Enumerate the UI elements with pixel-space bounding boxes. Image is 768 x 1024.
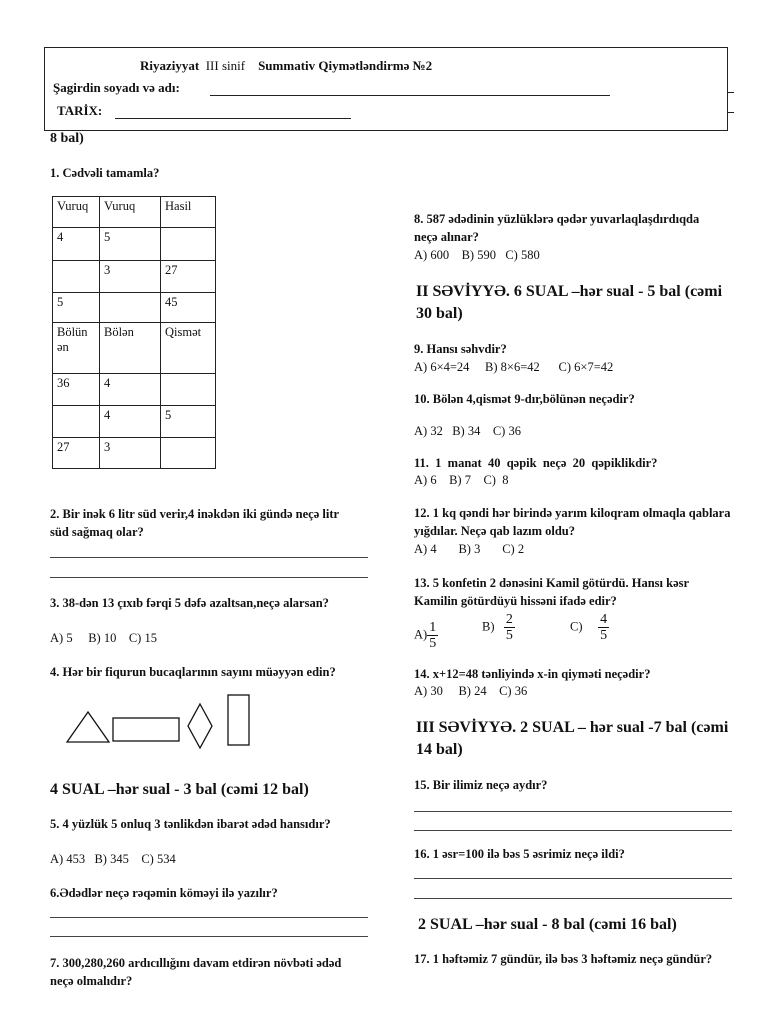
question-8: 8. 587 ədədinin yüzlüklərə qədər yuvarlaqlaşdırdıqda neçə alınar? [414,212,700,244]
triangle-shape [67,712,109,742]
question-14: 14. x+12=48 tənliyində x-in qiyməti neçədir? [414,667,651,681]
option-b[interactable]: B) $\frac{2}{5}$ [482,612,513,643]
table-cell: 4 [100,374,161,406]
table-cell: Bölən [100,323,161,374]
table-cell-blank[interactable] [53,406,100,438]
question-9: 9. Hansı səhvdir? [414,342,507,356]
question-15: 15. Bir ilimiz neçə aydır? [414,778,548,792]
date-field[interactable] [115,118,351,119]
table-cell: 4 [100,406,161,438]
fraction-c: $\frac{4}{5}$ [600,612,608,643]
table-cell-blank[interactable] [161,438,216,469]
tall-rectangle-shape [228,695,249,745]
question-3-options: A) 5 B) 10 C) 15 [50,631,157,645]
question-7: 7. 300,280,260 ardıcıllığını davam etdirən növbəti ədəd neçə olmalıdır? [50,956,342,988]
rectangle-shape [113,718,179,741]
section-3-heading: III SƏVİYYƏ. 2 SUAL – hər sual -7 bal (cəmi 14 bal) [416,719,729,758]
points-fragment: 8 bal) [50,131,84,146]
table-cell: 5 [161,406,216,438]
question-5-options: A) 453 B) 345 C) 534 [50,852,176,866]
section-2-heading: II SƏVİYYƏ. 6 SUAL –hər sual - 5 bal (cəmi 30 bal) [416,283,723,322]
question-1: 1. Cədvəli tamamla? [50,166,160,180]
question-11-options: A) 6 B) 7 C) 8 [414,473,509,487]
question-17: 17. 1 həftəmiz 7 gündür, ilə bəs 3 həftəmiz neçə gündür? [414,952,713,966]
question-9-options: A) 6×4=24 B) 8×6=42 C) 6×7=42 [414,360,614,374]
question-16: 16. 1 əsr=100 ilə bəs 5 əsrimiz neçə ildi? [414,847,625,861]
answer-line[interactable] [414,878,732,879]
header-title-line [140,58,432,74]
table-cell-blank[interactable] [161,228,216,261]
answer-line[interactable] [50,577,368,578]
question-5: 5. 4 yüzlük 5 onluq 3 tənlikdən ibarət ədəd hansıdır? [50,817,331,831]
answer-line[interactable] [50,557,368,558]
grade: III sinif [205,58,246,73]
table-cell: Vuruq [53,197,100,228]
question-6: 6.Ədədlər neçə rəqəmin köməyi ilə yazılır? [50,886,278,900]
margin-tick [728,112,734,113]
table-cell: Vuruq [100,197,161,228]
table-cell: 4 [53,228,100,261]
table-cell: 3 [100,438,161,469]
table-cell: Bölün ən [53,323,100,374]
question-12: 12. 1 kq qəndi hər birində yarım kiloqram olmaqla qablara yığdılar. Neçə qab lazım oldu? [414,506,731,538]
question-11: 11. 1 manat 40 qəpik neçə 20 qəpiklikdir? [414,456,658,470]
table-cell: 3 [100,261,161,293]
table-cell: 36 [53,374,100,406]
table-cell: 45 [161,293,216,323]
question-3: 3. 38-dən 13 çıxıb fərqi 5 dəfə azaltsan,neçə alarsan? [50,596,329,610]
rhombus-shape [188,704,212,748]
question-13: 13. 5 konfetin 2 dənəsini Kamil götürdü. Hansı kəsr Kamilin götürdüyü hissəni ifadə edir? [414,576,689,608]
table-cell: Hasil [161,197,216,228]
table-cell-blank[interactable] [100,293,161,323]
student-name-label: Şagirdin soyadı və adı: [53,80,180,95]
last-section-heading: 2 SUAL –hər sual - 8 bal (cəmi 16 bal) [418,916,677,933]
question-4: 4. Hər bir fiqurun bucaqlarının sayını müəyyən edin? [50,665,336,679]
question-14-options: A) 30 B) 24 C) 36 [414,684,528,698]
table-cell: Qismət [161,323,216,374]
table-cell: 5 [100,228,161,261]
answer-line[interactable] [50,936,368,937]
answer-line[interactable] [50,917,368,918]
table-cell-blank[interactable] [53,261,100,293]
answer-line[interactable] [414,830,732,831]
test-title: Summativ Qiymətləndirmə №2 [258,58,433,73]
subject: Riyaziyyat [140,58,200,73]
table-cell: 5 [53,293,100,323]
date-label: TARİX: [57,103,103,118]
answer-line[interactable] [414,811,732,812]
question-12-options: A) 4 B) 3 C) 2 [414,542,525,556]
question-13-options [414,612,734,651]
table-cell-blank[interactable] [161,374,216,406]
student-name-field[interactable] [210,95,610,96]
fraction-b: $\frac{2}{5}$ [505,612,513,643]
question-8-options: A) 600 B) 590 C) 580 [414,248,540,262]
question-10: 10. Bölən 4,qismət 9-dır,bölünən neçədir? [414,392,635,406]
figures-shapes [60,690,260,750]
question-2: 2. Bir inək 6 litr süd verir,4 inəkdən iki gündə neçə litr süd sağmaq olar? [50,507,339,539]
table-cell: 27 [53,438,100,469]
margin-tick [728,92,734,93]
fraction-a: $\frac{1}{5}$ [429,620,437,651]
answer-line[interactable] [414,898,732,899]
multiplication-division-table [52,196,216,469]
option-c[interactable]: C) $\frac{4}{5}$ [570,612,608,643]
question-10-options: A) 32 B) 34 C) 36 [414,424,521,438]
section-4-heading: 4 SUAL –hər sual - 3 bal (cəmi 12 bal) [50,781,309,798]
option-a[interactable]: A) $\frac{1}{5}$ [414,620,437,651]
table-cell: 27 [161,261,216,293]
